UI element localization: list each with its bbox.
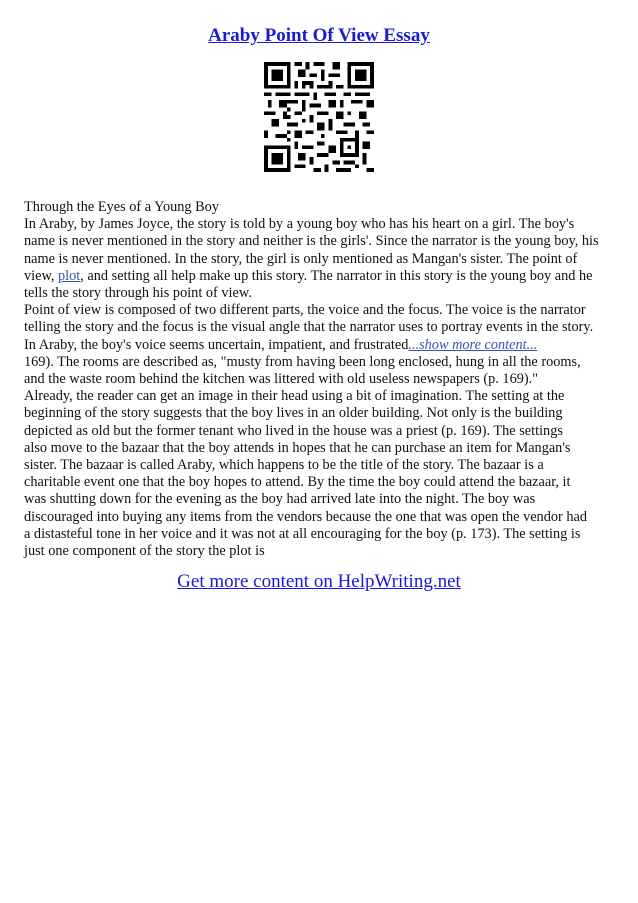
text-segment: , and setting all help make up this story. The narrator in this story is the young boy and he — [80, 267, 593, 284]
text-line: and the waste room behind the kitchen was littered with old useless newspapers (p. 169)." — [24, 371, 539, 388]
text-line: 169). The rooms are described as, "musty from having been long enclosed, hung in all the rooms, — [24, 353, 581, 370]
text-line: Already, the reader can get an image in their head using a bit of imagination. The setting at the — [24, 388, 565, 405]
text-segment: In Araby, the boy's voice seems uncertain, impatient, and frustrated — [24, 336, 409, 353]
text-line: name is never mentioned in the story and neither is the girls'. Since the narrator is the young boy, his — [24, 233, 599, 250]
text-line: discouraged into buying any items from the vendors because the one that was open the vendor had — [24, 508, 587, 525]
text-line: just one component of the story the plot is — [24, 543, 265, 560]
show-more-link[interactable]: ...show more content... — [408, 336, 538, 353]
text-line: a distasteful tone in her voice and it was not at all encouraging for the boy (p. 173). The setting is — [24, 525, 581, 542]
text-line: sister. The bazaar is called Araby, which happens to be the title of the story. The bazaar is a — [24, 457, 544, 474]
text-line — [24, 337, 615, 354]
text-line: name is never mentioned. In the story, the girl is only mentioned as Mangan's sister. The point of — [24, 250, 578, 267]
text-segment: view, — [24, 267, 59, 284]
essay-body — [24, 199, 615, 560]
text-line: also move to the bazaar that the boy attends in hopes that he can purchase an item for Mangan's — [24, 439, 571, 456]
plot-link[interactable]: plot — [58, 267, 81, 284]
text-line: was shutting down for the evening as the boy had arrived late into the night. The boy was — [24, 491, 536, 508]
text-line: Through the Eyes of a Young Boy — [24, 199, 219, 215]
qr-code-icon — [264, 62, 374, 172]
text-line: beginning of the story suggests that the boy lives in an older building. Not only is the building — [24, 405, 563, 422]
text-line: Point of view is composed of two different parts, the voice and the focus. The voice is the narrator — [24, 302, 586, 319]
document-title[interactable]: Araby Point Of View Essay — [208, 25, 430, 46]
text-line: depicted as old but the former tenant who lived in the house was a priest (p. 169). The settings — [24, 422, 563, 439]
get-more-content-link[interactable]: Get more content on HelpWriting.net — [177, 571, 461, 592]
text-line: charitable event one that the boy hopes to attend. By the time the boy could attend the bazaar, it — [24, 474, 571, 491]
text-line: telling the story and the focus is the visual angle that the narrator uses to portray events in the story. — [24, 319, 594, 336]
text-line — [24, 268, 615, 285]
text-line: tells the story through his point of view. — [24, 285, 252, 302]
text-line: In Araby, by James Joyce, the story is told by a young boy who has his heart on a girl. The boy's — [24, 216, 575, 233]
